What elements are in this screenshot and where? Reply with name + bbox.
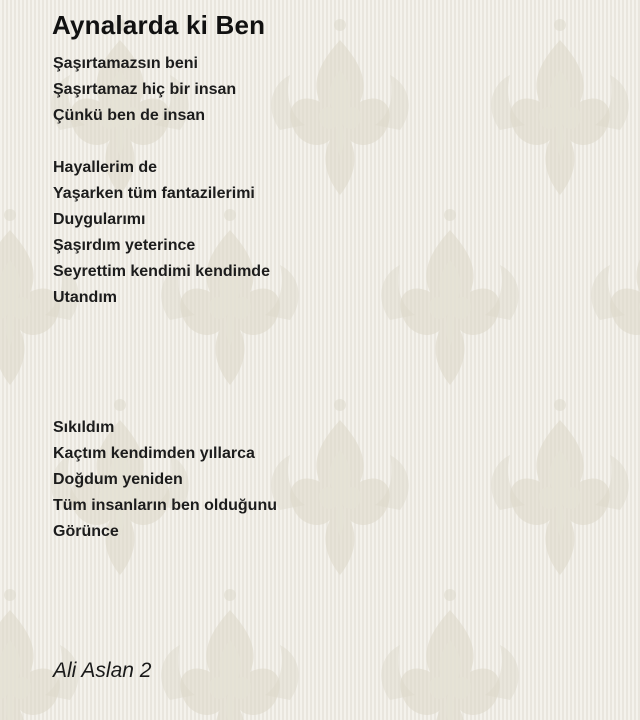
poem-line: Duygularımı [53,211,146,228]
poem-line: Şaşırdım yeterince [53,237,196,254]
poem-line: Tüm insanların ben olduğunu [53,497,277,514]
poem-author: Ali Aslan 2 [53,659,152,682]
stanza-break [53,314,277,340]
poem-line: Şaşırtamazsın beni [53,55,198,72]
poem-title: Aynalarda ki Ben [52,10,266,40]
poem-line: Çünkü ben de insan [53,107,206,124]
poem-line: Utandım [53,289,117,306]
poem-line: Sıkıldım [53,419,115,436]
poem-line: Şaşırtamaz hiç bir insan [53,81,237,98]
poem-line: Doğdum yeniden [53,471,183,488]
stanza-break [53,366,277,392]
poem-line: Görünce [53,523,119,540]
poem-line: Kaçtım kendimden yıllarca [53,445,255,462]
poem-line: Seyrettim kendimi kendimde [53,263,270,280]
stanza-break [53,392,277,418]
poem-line: Hayallerim de [53,159,158,176]
poem-line: Yaşarken tüm fantazilerimi [53,185,255,202]
stanza-break [53,340,277,366]
poem-body [53,54,277,548]
stanza-break [53,132,277,158]
